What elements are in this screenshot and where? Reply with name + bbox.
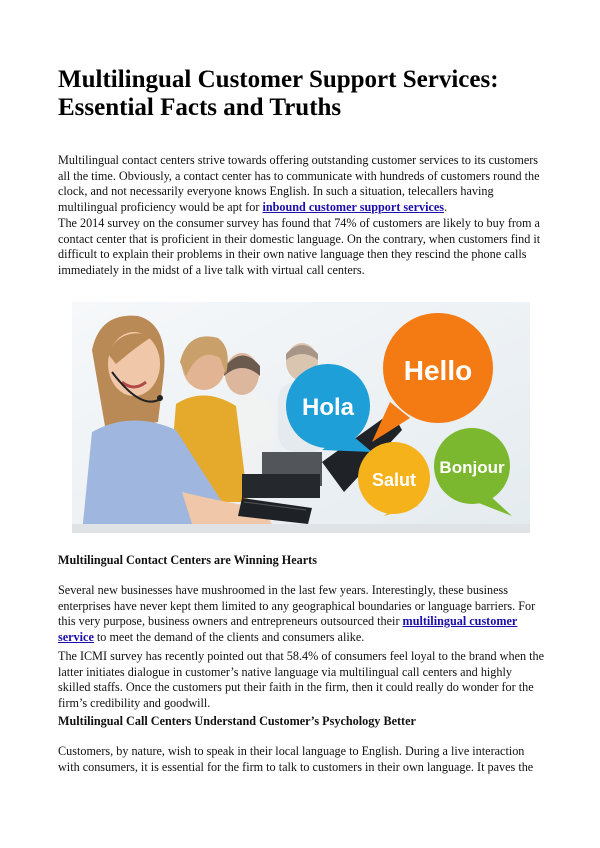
section-1-paragraph-1-text: Several new businesses have mushroomed in the last few years. Interestingly, these business enterprises have never kept them limited to any geographical boundaries or language barriers. For this very purpose, business owners and entrepreneurs outsourced their (58, 583, 536, 628)
section-2-paragraph-1: Customers, by nature, wish to speak in their local language to English. During a live interaction with consumers, it is essential for the firm to talk to customers in their own language. It paves the (58, 744, 534, 774)
call-center-illustration (72, 302, 530, 533)
section-1-heading: Multilingual Contact Centers are Winning Hearts (58, 553, 317, 567)
section-1-paragraph-1 (58, 583, 544, 645)
intro-paragraph-1-text: Multilingual contact centers strive towards offering outstanding customer services to its customers all the time. Obviously, a contact center has to communicate with hundreds of customers round the clock, and not necessarily everyone knows English. In such a situation, telecallers having multilingual proficiency would be apt for (58, 153, 540, 214)
bubble-hola-text: Hola (301, 394, 355, 421)
intro-paragraph-2: The 2014 survey on the consumer survey has found that 74% of customers are likely to buy from a contact center that is proficient in their domestic language. On the contrary, when customers find it difficult to explain their problems in their own native language then they rescind the phone calls immediately in the midst of a live talk with virtual call centers. (58, 216, 541, 277)
bubble-hello-text: Hello (403, 355, 473, 386)
bubble-salut-text: Salut (371, 470, 417, 490)
page-title: Multilingual Customer Support Services: Essential Facts and Truths (58, 66, 499, 121)
section-1-paragraph-2: The ICMI survey has recently pointed out that 58.4% of consumers feel loyal to the brand when the latter initiates dialogue in customer’s native language via multilingual call centers and highly skilled staffs. Once the customers put their faith in the firm, then it could really do wonder for the firm’s credibility and goodwill. (58, 649, 545, 710)
inbound-support-link[interactable]: inbound customer support services (262, 199, 445, 214)
section-2-heading: Multilingual Call Centers Understand Customer’s Psychology Better (58, 714, 416, 728)
multilingual-service-link[interactable]: multilingual customer service (58, 614, 518, 644)
section-1-paragraph-1-end: to meet the demand of the clients and consumers alike. (93, 629, 365, 644)
bubble-bonjour-text: Bonjour (439, 458, 505, 477)
hero-image (72, 302, 530, 533)
intro-paragraph-1 (58, 153, 544, 215)
intro-paragraph-1-end: . (444, 199, 448, 214)
